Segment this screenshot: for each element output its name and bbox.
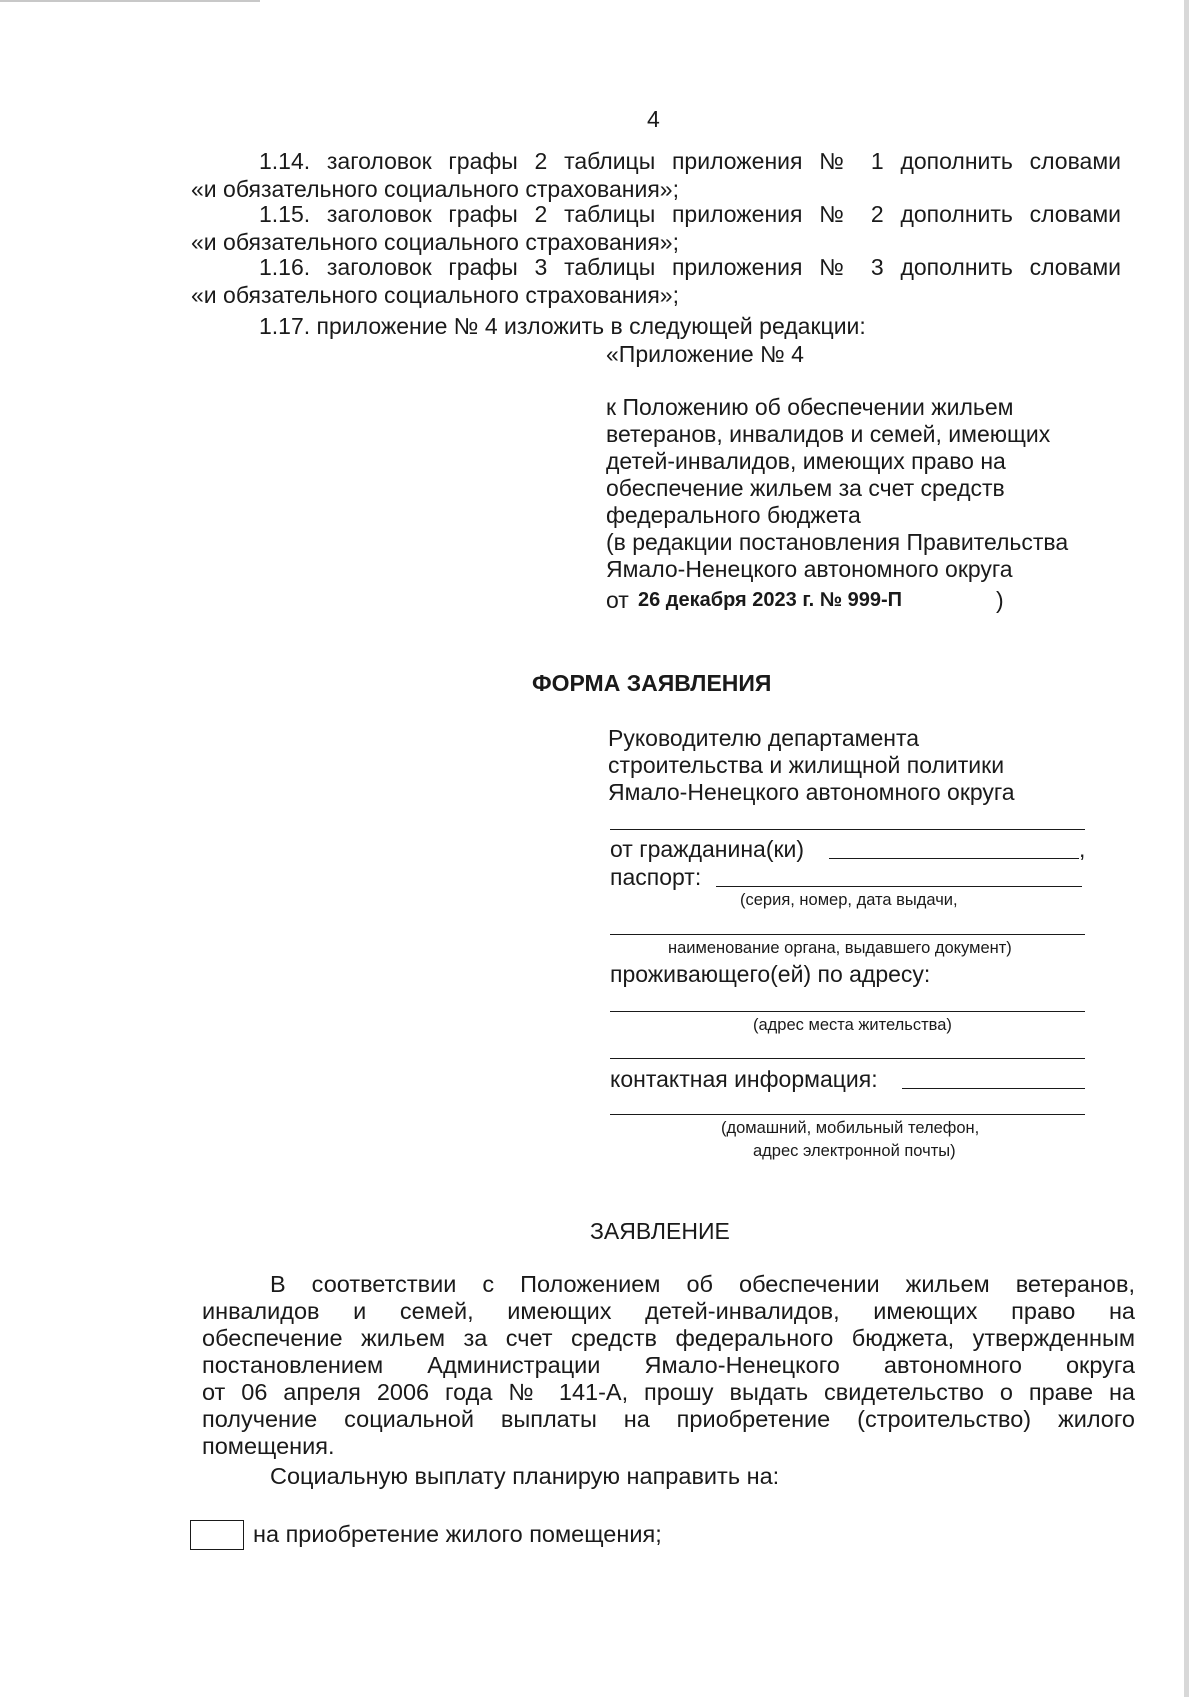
appendix-date-prefix: от — [606, 587, 629, 613]
body-line: получение социальной выплаты на приобретение (строительство) жилого — [202, 1406, 1135, 1432]
residence-label: проживающего(ей) по адресу: — [610, 961, 931, 987]
body-line: инвалидов и семей, имеющих детей-инвалидов, имеющих право на — [202, 1298, 1135, 1324]
option-checkbox[interactable] — [190, 1520, 244, 1550]
body-line: постановлением Администрации Ямало-Ненецкого автономного округа — [202, 1352, 1135, 1378]
body-line: от 06 апреля 2006 года № 141-А, прошу выдать свидетельство о праве на — [202, 1379, 1135, 1405]
appendix-line: детей-инвалидов, имеющих право на — [606, 448, 1006, 474]
address-field[interactable] — [610, 1011, 1085, 1012]
amendment-1-14-line1: 1.14. заголовок графы 2 таблицы приложения № 1 дополнить словами — [259, 148, 1121, 174]
addressee-line: Руководителю департамента — [608, 725, 920, 751]
passport-label: паспорт: — [610, 864, 702, 890]
appendix-line: к Положению об обеспечении жильем — [606, 394, 1014, 420]
appendix-date-value: 26 декабря 2023 г. № 999-П — [638, 589, 903, 611]
amendment-1-15-line1: 1.15. заголовок графы 2 таблицы приложения № 2 дополнить словами — [259, 201, 1121, 227]
body-line: обеспечение жильем за счет средств федерального бюджета, утвержденным — [202, 1325, 1135, 1351]
citizen-label: от гражданина(ки) — [610, 836, 805, 862]
issuer-field[interactable] — [610, 934, 1085, 935]
citizen-comma: , — [1079, 836, 1086, 862]
appendix-line: обеспечение жильем за счет средств — [606, 475, 1005, 501]
blank-line — [610, 829, 1085, 830]
appendix-line: ветеранов, инвалидов и семей, имеющих — [606, 421, 1051, 447]
appendix-date-suffix: ) — [996, 587, 1004, 613]
contact-hint-2: адрес электронной почты) — [753, 1142, 956, 1160]
body-line-last: помещения. — [202, 1433, 335, 1459]
scan-edge-right — [1184, 0, 1189, 1697]
statement-title: ЗАЯВЛЕНИЕ — [590, 1218, 730, 1244]
form-title: ФОРМА ЗАЯВЛЕНИЯ — [532, 670, 772, 696]
amendment-1-16-line1: 1.16. заголовок графы 3 таблицы приложения № 3 дополнить словами — [259, 254, 1121, 280]
contact-label: контактная информация: — [610, 1066, 878, 1092]
body-line: В соответствии с Положением об обеспечении жильем ветеранов, — [270, 1271, 1135, 1297]
page-number: 4 — [647, 106, 660, 132]
contact-field-extra[interactable] — [610, 1114, 1085, 1115]
address-hint: (адрес места жительства) — [753, 1016, 952, 1034]
amendment-1-14-line2: «и обязательного социального страхования»; — [191, 176, 679, 202]
passport-field[interactable] — [716, 886, 1082, 887]
passport-hint: (серия, номер, дата выдачи, — [740, 891, 958, 909]
option-label: на приобретение жилого помещения; — [253, 1521, 662, 1547]
scan-edge-top — [0, 0, 260, 2]
appendix-title: «Приложение № 4 — [606, 341, 804, 367]
appendix-line: федерального бюджета — [606, 502, 861, 528]
amendment-1-15-line2: «и обязательного социального страхования»; — [191, 229, 679, 255]
payout-intro: Социальную выплату планирую направить на: — [270, 1463, 780, 1489]
address-field-extra[interactable] — [610, 1058, 1085, 1059]
issuer-hint: наименование органа, выдавшего документ) — [668, 939, 1012, 957]
amendment-1-17: 1.17. приложение № 4 изложить в следующей редакции: — [259, 313, 866, 339]
addressee-line: строительства и жилищной политики — [608, 752, 1005, 778]
amendment-1-16-line2: «и обязательного социального страхования»; — [191, 282, 679, 308]
contact-field[interactable] — [902, 1088, 1085, 1089]
appendix-line: (в редакции постановления Правительства — [606, 529, 1069, 555]
addressee-line: Ямало-Ненецкого автономного округа — [608, 779, 1015, 805]
citizen-name-field[interactable] — [829, 858, 1079, 859]
contact-hint-1: (домашний, мобильный телефон, — [721, 1119, 980, 1137]
appendix-line: Ямало-Ненецкого автономного округа — [606, 556, 1013, 582]
